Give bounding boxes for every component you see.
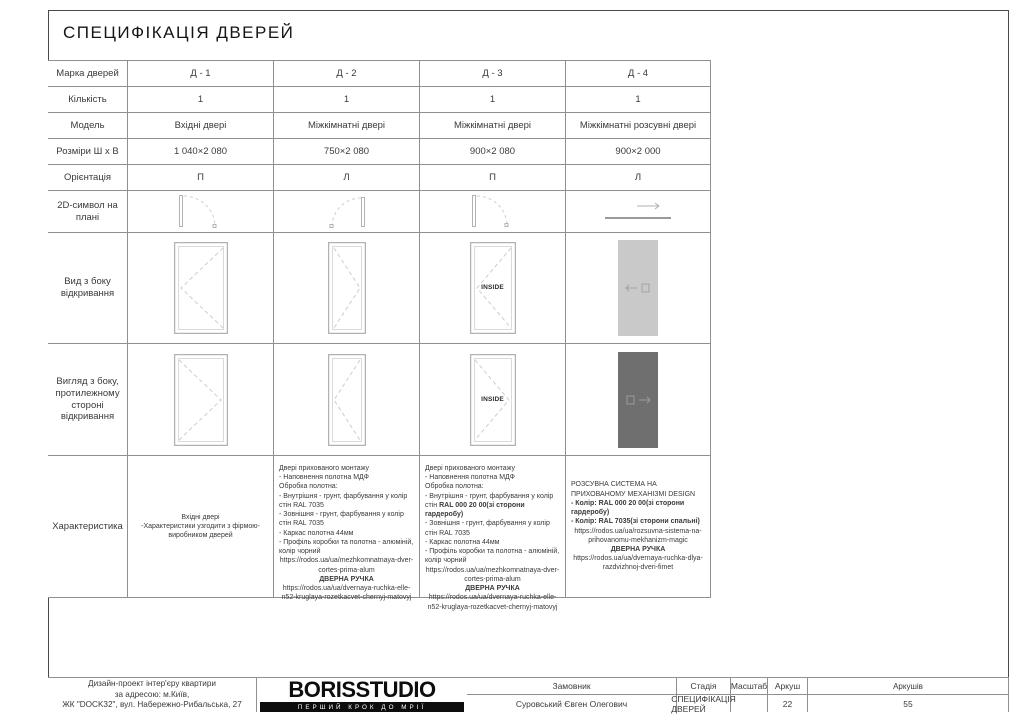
door-mark-d2: Д - 2 <box>274 61 420 87</box>
row-label-characteristics: Характеристика <box>48 456 128 598</box>
view-opposite-cell-d2 <box>274 344 420 456</box>
row-label-plan-symbol: 2D-символ на плані <box>48 191 128 233</box>
door-mark-d4: Д - 4 <box>566 61 711 87</box>
row-label-quantity: Кількість <box>48 87 128 113</box>
characteristic-line <box>279 556 414 574</box>
characteristic-line <box>425 593 560 611</box>
characteristics-d4 <box>566 456 711 598</box>
sliding-panel-light-icon <box>618 240 658 336</box>
door-mark-d3: Д - 3 <box>420 61 566 87</box>
door-model-d3: Міжкімнатні двері <box>420 113 566 139</box>
sliding-door-arrow-icon <box>595 193 681 231</box>
logo-text: BORISSTUDIO <box>288 676 436 702</box>
door-dimensions-d3: 900×2 080 <box>420 139 566 165</box>
characteristic-text: https://rodos.ua/ua/mezhkomnatnaya-dver-cortes-prima-alum <box>279 557 414 574</box>
characteristic-line <box>279 575 414 584</box>
characteristics-d2 <box>274 456 420 602</box>
title-block <box>48 676 1009 714</box>
characteristic-line <box>425 547 560 565</box>
characteristic-line <box>279 482 414 491</box>
view-opposite-cell-d4 <box>566 344 711 456</box>
logo-tagline: ПЕРШИЙ КРОК ДО МРІЇ <box>260 702 464 712</box>
characteristic-line <box>425 464 560 473</box>
row-label-orientation: Орієнтація <box>48 165 128 191</box>
characteristic-line <box>425 538 560 547</box>
sheet-label: Аркуш <box>768 678 808 695</box>
hinged-door-swing-right-icon <box>469 193 517 231</box>
view-opposite-cell-d3 <box>420 344 566 456</box>
view-opening-cell-d3 <box>420 233 566 344</box>
scale-label: Масштаб <box>731 678 768 695</box>
characteristic-text: Двері прихованого монтажу <box>425 465 515 472</box>
door-quantity-d4: 1 <box>566 87 711 113</box>
row-label-mark: Марка дверей <box>48 61 128 87</box>
characteristic-line <box>133 513 268 522</box>
characteristic-line <box>279 538 414 556</box>
characteristic-line <box>571 517 705 526</box>
characteristic-text-bold: ДВЕРНА РУЧКА <box>465 585 520 593</box>
characteristic-text: Обробка полотна: <box>425 483 484 491</box>
characteristics-d1 <box>128 456 274 598</box>
characteristic-line <box>279 584 414 602</box>
characteristic-text: РОЗСУВНА СИСТЕМА НА ПРИХОВАНОМУ МЕХАНІЗМІ DESIGN <box>571 481 696 498</box>
sheets-value: 55 <box>808 695 1009 712</box>
hinged-door-swing-left-icon <box>326 193 368 231</box>
plan-symbol-cell-d2 <box>274 191 420 233</box>
door-model-d4: Міжкімнатні розсувні двері <box>566 113 711 139</box>
characteristic-text: https://rodos.ua/ua/dvernaya-ruchka-dlya-razdvizhnoj-dveri-fimet <box>573 555 703 572</box>
characteristic-text: https://rodos.ua/ua/dvernaya-ruchka-elle-n52-kruglaya-rozetkacvet-chernyj-matovyj <box>281 585 412 602</box>
door-quantity-d1: 1 <box>128 87 274 113</box>
project-line-1: Дизайн-проект інтер'єру квартири <box>88 679 216 689</box>
door-orientation-d2: Л <box>274 165 420 191</box>
sheet-value: 22 <box>768 695 808 712</box>
characteristic-text: - Наповнення полотна МДФ <box>279 474 369 482</box>
characteristic-line <box>279 492 414 510</box>
door-quantity-d2: 1 <box>274 87 420 113</box>
characteristic-text: Вхідні двері <box>181 513 220 521</box>
characteristic-text: https://rodos.ua/ua/mezhkomnatnaya-dver-cortes-prima-alum <box>425 566 560 583</box>
characteristic-text: - Внутрішня - грунт, фарбування у колір стін <box>425 492 554 509</box>
characteristic-text: - Внутрішня - грунт, фарбування у колір стін RAL 7035 <box>279 492 408 509</box>
characteristic-line <box>425 473 560 482</box>
characteristic-text: - Зовнішня - грунт, фарбування у колір стін RAL 7035 <box>279 511 404 528</box>
characteristic-text-bold: - Колір: RAL 7035(зі сторони спальні) <box>571 518 700 526</box>
characteristic-text: https://rodos.ua/ua/dvernaya-ruchka-elle-n52-kruglaya-rozetkacvet-chernyj-matovyj <box>427 594 558 611</box>
characteristic-line <box>425 519 560 537</box>
plan-symbol-cell-d3 <box>420 191 566 233</box>
row-label-dimensions: Розміри Ш х В <box>48 139 128 165</box>
characteristic-text: -Характеристики узгодити з фірмою-виробником дверей <box>141 522 260 540</box>
characteristic-text: - Каркас полотна 44мм <box>279 529 354 537</box>
door-dimensions-d2: 750×2 080 <box>274 139 420 165</box>
view-opening-cell-d1 <box>128 233 274 344</box>
project-line-3: ЖК "DOCK32", вул. Набережно-Рибальська, 27 <box>62 700 242 710</box>
door-orientation-d3: П <box>420 165 566 191</box>
plan-symbol-cell-d1 <box>128 191 274 233</box>
door-elevation-opening-d1-icon <box>174 242 228 334</box>
characteristics-d3 <box>420 456 566 611</box>
door-quantity-d3: 1 <box>420 87 566 113</box>
characteristic-text-bold: - Колір: RAL 000 20 00(зі сторони гардеробу) <box>571 499 685 517</box>
client-value: Суровський Євген Олегович <box>467 695 677 712</box>
door-model-d1: Вхідні двері <box>128 113 274 139</box>
page-title: СПЕЦИФІКАЦІЯ ДВЕРЕЙ <box>63 23 295 42</box>
characteristic-text-bold: ДВЕРНА РУЧКА <box>319 575 374 583</box>
door-dimensions-d4: 900×2 000 <box>566 139 711 165</box>
characteristic-line <box>571 545 705 554</box>
inside-label: INSIDE <box>481 283 504 291</box>
stage-label: Стадія <box>677 678 731 695</box>
characteristic-line <box>425 584 560 593</box>
inside-label: INSIDE <box>481 395 504 403</box>
view-opening-cell-d2 <box>274 233 420 344</box>
door-elevation-opposite-d2-icon <box>328 354 366 446</box>
plan-symbol-cell-d4 <box>566 191 711 233</box>
door-dimensions-d1: 1 040×2 080 <box>128 139 274 165</box>
project-line-2: за адресою: м.Київ, <box>114 689 190 699</box>
characteristic-line <box>425 492 560 520</box>
row-label-view-opposite: Вигляд з боку, протилежному стороні відкривання <box>48 344 128 456</box>
characteristic-line <box>279 473 414 482</box>
characteristic-text: Двері прихованого монтажу <box>279 465 369 472</box>
characteristic-line <box>279 529 414 538</box>
row-label-model: Модель <box>48 113 128 139</box>
door-model-d2: Міжкімнатні двері <box>274 113 420 139</box>
characteristic-line <box>133 522 268 540</box>
characteristic-line <box>425 482 560 491</box>
characteristic-text: - Каркас полотна 44мм <box>425 538 500 546</box>
characteristic-line <box>571 527 705 545</box>
characteristic-line <box>279 510 414 528</box>
row-label-view-opening: Вид з боку відкривання <box>48 233 128 344</box>
door-spec-table <box>48 60 711 611</box>
characteristic-text-bold: ДВЕРНА РУЧКА <box>610 545 666 553</box>
characteristic-text: - Профіль коробки та полотна - алюміній, колір чорний <box>279 538 414 556</box>
door-orientation-d4: Л <box>566 165 711 191</box>
hinged-door-swing-right-icon <box>176 193 226 231</box>
view-opening-cell-d4 <box>566 233 711 344</box>
sliding-panel-dark-icon <box>618 352 658 448</box>
characteristic-line <box>571 499 705 517</box>
view-opposite-cell-d1 <box>128 344 274 456</box>
sheets-label: Аркушів <box>808 678 1009 695</box>
characteristic-line <box>571 480 705 498</box>
stage-value: СПЕЦИФІКАЦІЯ ДВЕРЕЙ <box>671 693 736 714</box>
door-orientation-d1: П <box>128 165 274 191</box>
characteristic-text: - Профіль коробки та полотна - алюміній, колір чорний <box>425 548 560 565</box>
characteristic-text: https://rodos.ua/ua/rozsuvna-sistema-na-prihovanomu-mekhanizm-magic <box>574 527 702 544</box>
characteristic-text: Обробка полотна: <box>279 483 338 491</box>
door-mark-d1: Д - 1 <box>128 61 274 87</box>
characteristic-line <box>279 464 414 473</box>
characteristic-text-bold: RAL 000 20 00(зі сторони гардеробу) <box>425 501 525 519</box>
characteristic-text: - Наповнення полотна МДФ <box>425 474 515 482</box>
studio-logo <box>257 678 467 712</box>
door-elevation-opening-d2-icon <box>328 242 366 334</box>
scale-value <box>731 695 768 712</box>
door-elevation-opposite-d1-icon <box>174 354 228 446</box>
client-label: Замовник <box>467 678 677 695</box>
project-description <box>48 678 257 712</box>
characteristic-line <box>571 554 705 572</box>
characteristic-line <box>425 566 560 584</box>
characteristic-text: - Зовнішня - грунт, фарбування у колір стін RAL 7035 <box>425 520 550 537</box>
